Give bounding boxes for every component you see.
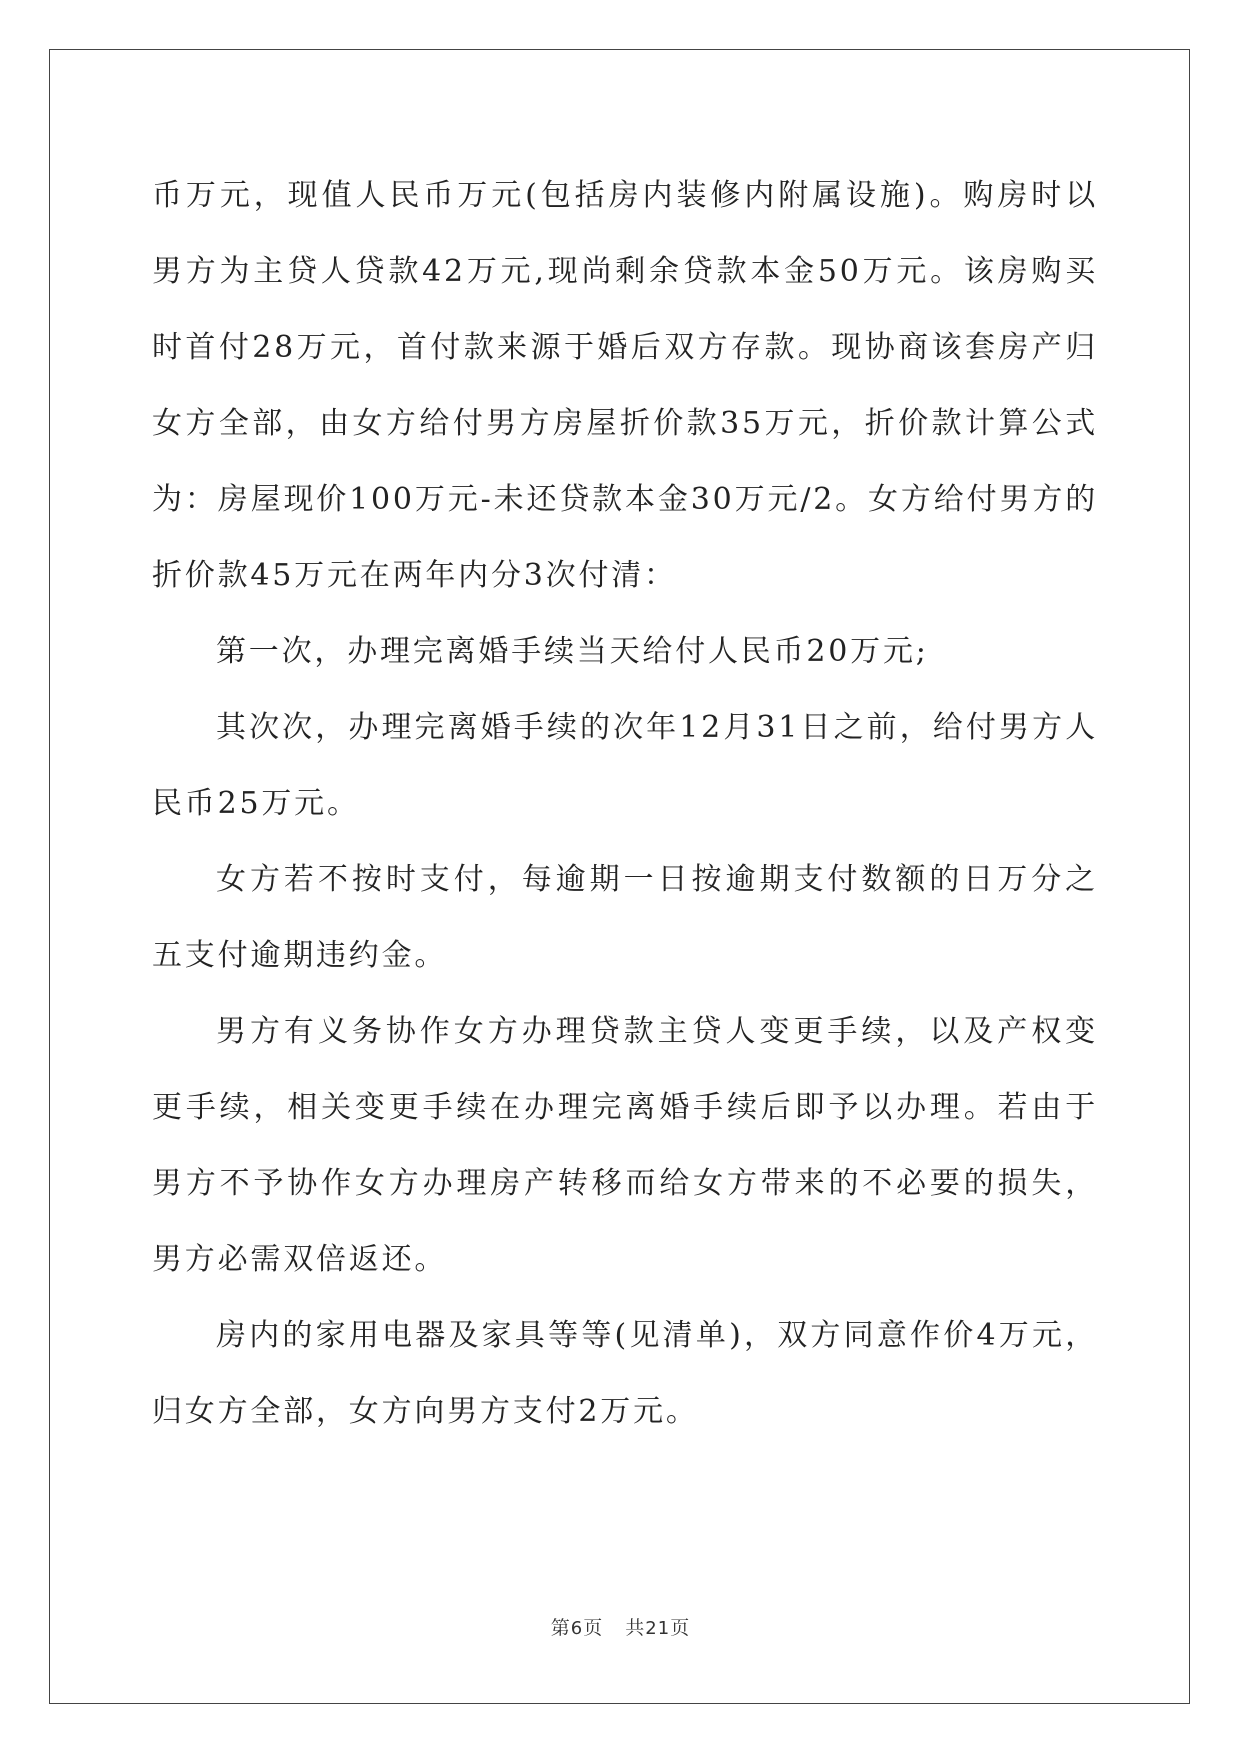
paragraph-late-penalty: 女方若不按时支付，每逾期一日按逾期支付数额的日万分之五支付逾期违约金。 xyxy=(152,862,1098,973)
total-pages-prefix: 共 xyxy=(625,1617,646,1639)
paragraph-transfer-obligation: 男方有义务协作女方办理贷款主贷人变更手续，以及产权变更手续，相关变更手续在办理完离婚手续后即予以办理。若由于男方不予协作女方办理房产转移而给女方带来的不必要的损失，男方必需双倍返还。 xyxy=(152,1014,1098,1277)
total-pages: 21 xyxy=(645,1618,671,1639)
page-number: 6 xyxy=(570,1618,584,1639)
paragraph-first-payment: 第一次，办理完离婚手续当天给付人民币20万元; xyxy=(216,634,929,669)
document-body xyxy=(152,158,1098,1450)
paragraph-furniture-appliances: 房内的家用电器及家具等等(见清单)，双方同意作价4万元，归女方全部，女方向男方支付2万元。 xyxy=(152,1318,1098,1429)
page-number-suffix: 页 xyxy=(583,1617,604,1639)
page-number-prefix: 第 xyxy=(550,1617,571,1639)
paragraph-property-terms: 币万元，现值人民币万元(包括房内装修内附属设施)。购房时以男方为主贷人贷款42万元,现尚剩余贷款本金50万元。该房购买时首付28万元，首付款来源于婚后双方存款。现协商该套房产归女方全部，由女方给付男方房屋折价款35万元，折价款计算公式为：房屋现价100万元-未还贷款本金30万元/2。女方给付男方的折价款45万元在两年内分3次付清： xyxy=(152,178,1098,593)
page-footer xyxy=(0,1613,1241,1640)
paragraph-second-payment: 其次次，办理完离婚手续的次年12月31日之前，给付男方人民币25万元。 xyxy=(152,710,1098,821)
total-pages-suffix: 页 xyxy=(670,1617,691,1639)
